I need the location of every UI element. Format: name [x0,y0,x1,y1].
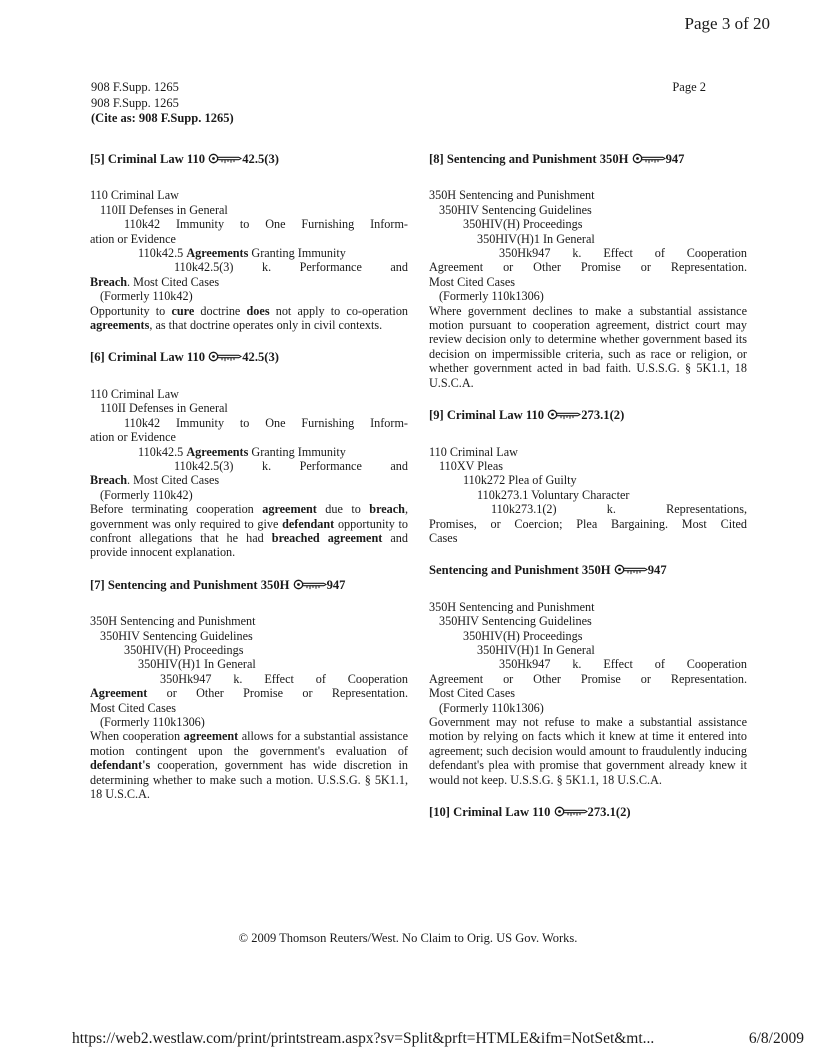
formerly-line: (Formerly 110k42) [100,289,193,304]
right-column [429,152,747,841]
key-number: 273.1(2) [581,408,625,423]
copyright-notice: © 2009 Thomson Reuters/West. No Claim to Orig. US Gov. Works. [238,931,578,945]
formerly-line: (Formerly 110k1306) [100,715,205,729]
topic-line: 350HIV(H) Proceedings [463,628,583,643]
topic-line: 110k42.5 Agreements Granting Immunity [138,444,346,459]
headnote-summary: Before terminating cooperation agreement due to breach, government was only required to give defendant opportunity to confront allegations that he had breached agreement and provide innocent explanation. [90,502,409,560]
headnote-9b-title[interactable] [429,563,747,577]
key-number-icon [554,806,588,817]
topic-line: 350H Sentencing and Punishment [90,614,256,629]
headnote-title-text: [9] Criminal Law 110 [429,408,548,423]
topic-line: Most Cited Cases [429,274,515,289]
print-date: 6/8/2009 [748,1030,804,1047]
topic-line: 110k42.5(3) k. Performance and [174,458,408,473]
topic-line: Agreement or Other Promise or Representation. [90,686,408,701]
topic-line: Most Cited Cases [90,700,176,715]
key-number-icon [614,564,648,575]
topic-line: 110 Criminal Law [90,188,179,203]
topic-line: 110k42.5(3) k. Performance and [174,260,408,275]
topic-line: 350H Sentencing and Punishment [429,188,595,203]
topic-line: 350HIV(H)1 In General [138,657,256,672]
topic-line: 110 Criminal Law [429,444,518,459]
headnote-title-text: Sentencing and Punishment 350H [429,563,614,578]
key-number-icon [293,579,327,590]
topic-line: 350HIV Sentencing Guidelines [439,202,592,217]
page-counter: Page 3 of 20 [684,14,770,33]
topic-line: 350H Sentencing and Punishment [429,599,595,614]
topic-line: 350Hk947 k. Effect of Cooperation [160,671,408,686]
key-number-icon [547,409,581,420]
topic-line: ation or Evidence [90,231,176,246]
topic-line: 110II Defenses in General [100,401,228,416]
headnote-title-text: [10] Criminal Law 110 [429,805,554,820]
formerly-line: (Formerly 110k1306) [439,289,544,304]
key-number-icon [632,153,666,164]
topic-line: 110k272 Plea of Guilty [463,473,577,488]
topic-line: Breach. Most Cited Cases [90,274,220,289]
topic-line: ation or Evidence [90,430,176,445]
key-number: 42.5(3) [242,152,279,166]
citation-line: 908 F.Supp. 1265 [91,80,179,94]
cite-as: (Cite as: 908 F.Supp. 1265) [91,111,234,125]
topic-line: Agreement or Other Promise or Representation. [429,260,747,275]
headnote-summary: When cooperation agreement allows for a substantial assistance motion contingent upon the government's evaluation of defendant's cooperation, government has wide discretion in determining whether to make such a motion. U.S.S.G. § 5K1.1, 18 U.S.C.A. [90,729,408,802]
topic-line: 350HIV Sentencing Guidelines [100,628,253,643]
headnote-9-title[interactable] [429,408,747,422]
headnote-10-title[interactable] [429,805,747,819]
topic-line: 110k273.1(2) k. Representations, [491,502,747,517]
formerly-line: (Formerly 110k1306) [439,700,544,715]
topic-line: 350HIV(H) Proceedings [124,642,244,657]
topic-line: 110XV Pleas [439,458,503,473]
headnote-title-text: [6] Criminal Law 110 [90,350,209,365]
key-number: 947 [665,152,685,166]
topic-line: 110 Criminal Law [90,386,179,401]
key-number: 42.5(3) [242,350,279,365]
topic-line: Cases [429,530,458,545]
headnote-7-title[interactable] [90,578,408,592]
topic-line: 350Hk947 k. Effect of Cooperation [499,657,747,672]
topic-line: 350Hk947 k. Effect of Cooperation [499,246,747,261]
headnote-6-title[interactable] [90,350,408,364]
topic-line: 110k42 Immunity to One Furnishing Inform- [124,415,408,430]
key-number-icon [208,153,242,164]
key-number: 947 [647,563,667,578]
topic-line: 350HIV(H)1 In General [477,642,595,657]
citation-block [91,80,234,127]
topic-line: 350HIV(H)1 In General [477,231,595,246]
formerly-line: (Formerly 110k42) [100,487,193,502]
citation-line: 908 F.Supp. 1265 [91,95,179,110]
headnote-summary: Where government declines to make a substantial assistance motion pursuant to cooperation agreement, district court may review decision only to determine whether government based its decision on impermissible criteria, such as race or religion, or whether government acted in bad faith. U.S.S.G. § 5K1.1, 18 U.S.C.A. [429,303,747,390]
left-column [90,152,408,801]
page-number: Page 2 [672,80,706,94]
topic-line: 350HIV Sentencing Guidelines [439,614,592,629]
topic-line: 110II Defenses in General [100,202,228,217]
topic-line: Promises, or Coercion; Plea Bargaining. Most Cited [429,516,747,531]
topic-line: Most Cited Cases [429,686,515,701]
key-number: 947 [326,577,346,592]
headnote-title-text: [5] Criminal Law 110 [90,152,209,166]
headnote-summary: Government may not refuse to make a substantial assistance motion by relying on facts which it knew at time it entered into agreement; such decision would amount to fraudulently inducing defendant's plea with promise that government already knew it would not keep. U.S.S.G. § 5K1.1, 18 U.S.C.A. [429,715,747,787]
print-url: https://web2.westlaw.com/print/printstream.aspx?sv=Split&prft=HTMLE&ifm=NotSet&mt... [72,1030,655,1047]
topic-line: 350HIV(H) Proceedings [463,217,583,232]
headnote-title-text: [8] Sentencing and Punishment 350H [429,152,632,166]
headnote-title-text: [7] Sentencing and Punishment 350H [90,577,293,592]
topic-line: Agreement or Other Promise or Representation. [429,671,747,686]
key-number-icon [208,351,242,362]
topic-line: Breach. Most Cited Cases [90,473,220,488]
headnote-8-title[interactable] [429,152,747,166]
topic-line: 110k42 Immunity to One Furnishing Inform- [124,217,408,232]
headnote-summary: Opportunity to cure doctrine does not apply to co-operation agreements, as that doctrine operates only in civil contexts. [90,303,409,333]
headnote-5-title[interactable] [90,152,408,166]
topic-line: 110k42.5 Agreements Granting Immunity [138,246,346,261]
topic-line: 110k273.1 Voluntary Character [477,487,630,502]
key-number: 273.1(2) [587,805,631,820]
